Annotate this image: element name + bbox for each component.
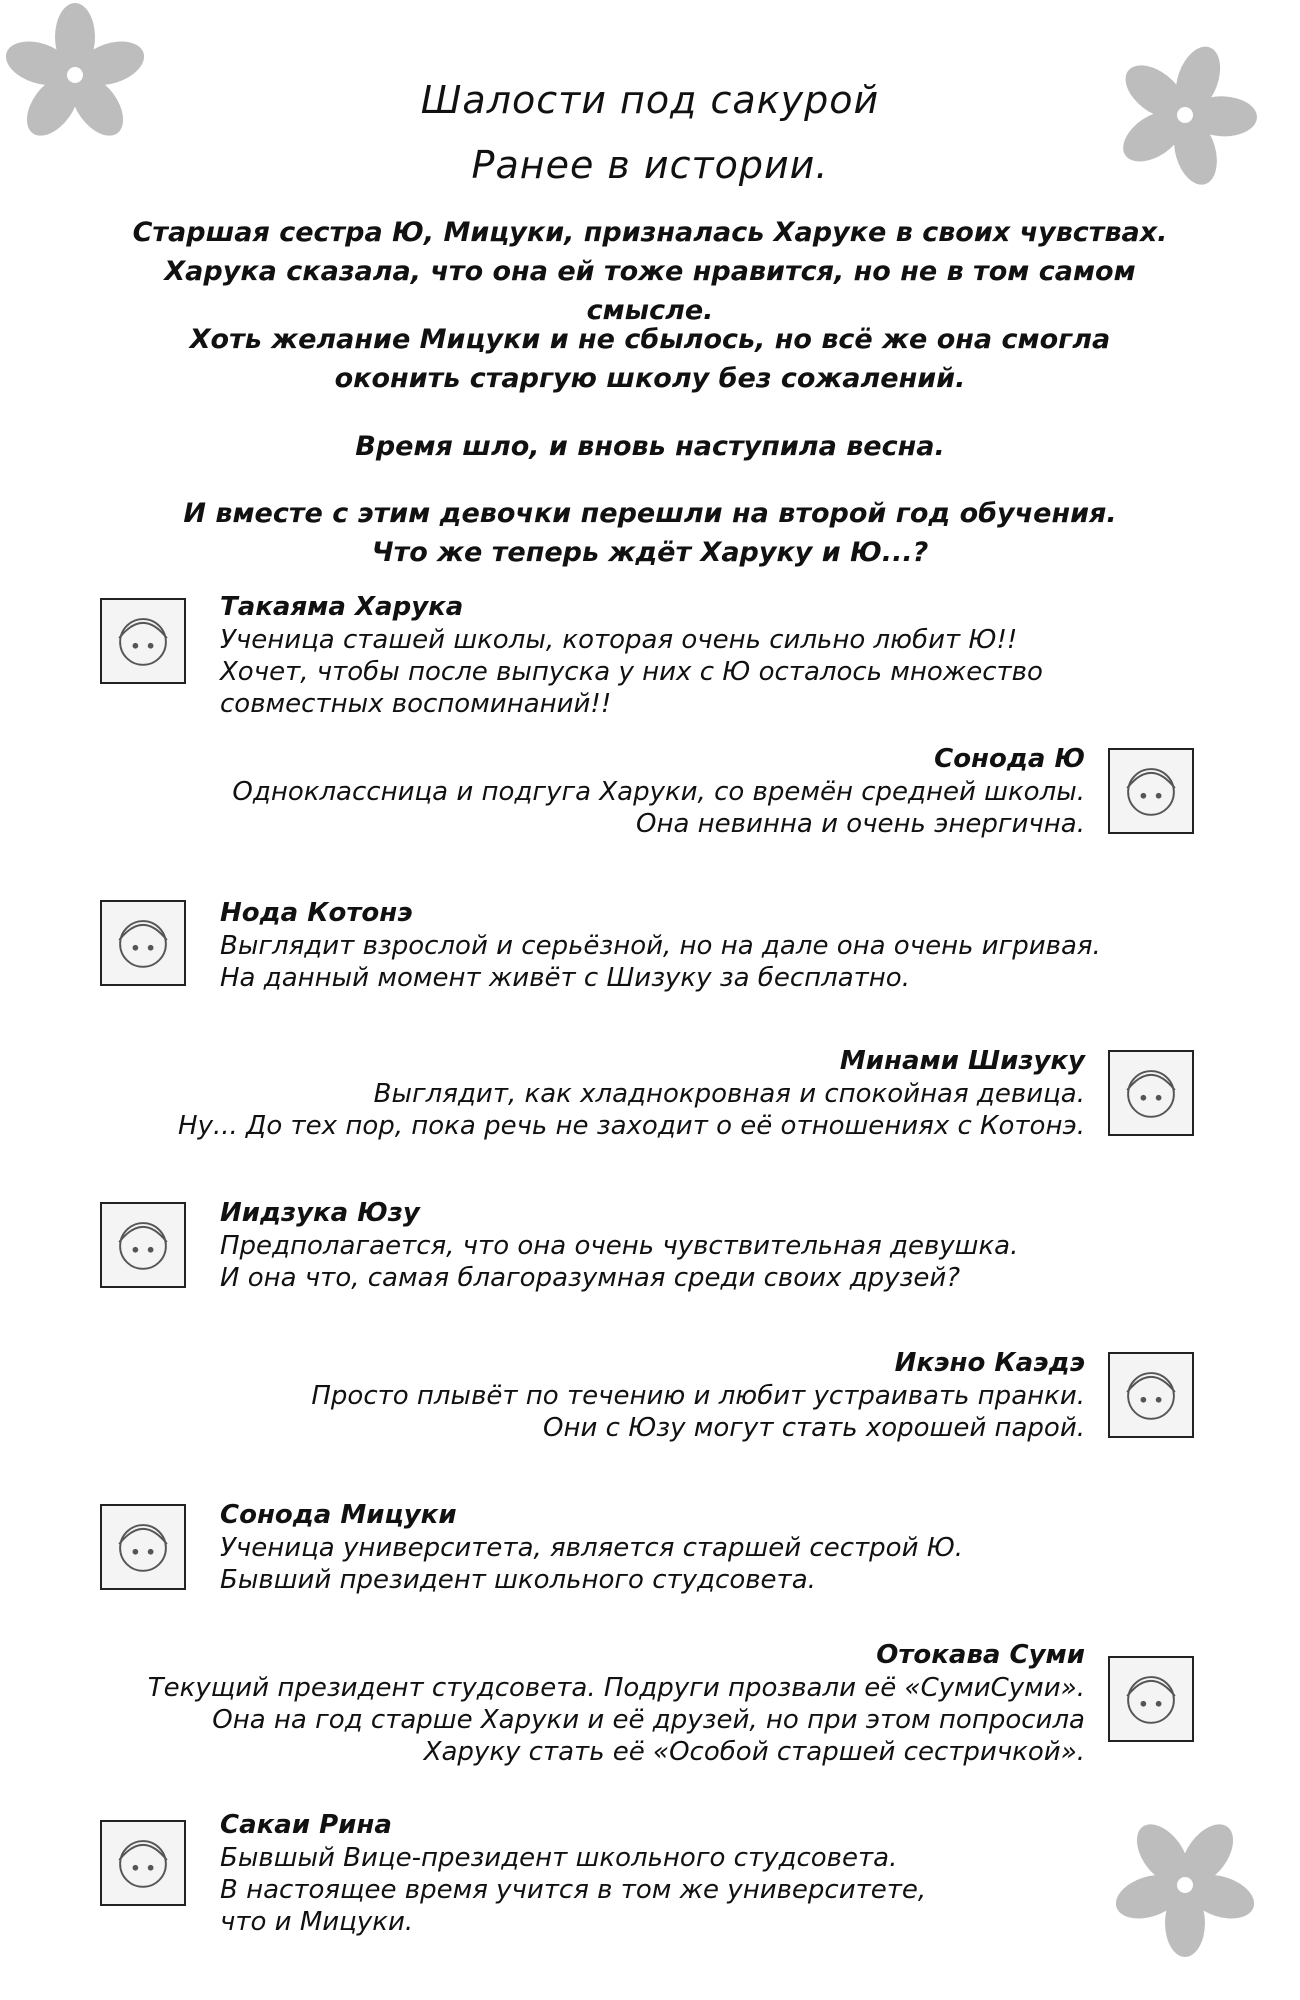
- sakura-flower-icon: [0, 0, 150, 150]
- character-entry: [125, 1044, 1085, 1142]
- character-name: Иидзука Юзу: [220, 1198, 420, 1228]
- character-description-line: Они с Юзу могут стать хорошей парой.: [543, 1413, 1085, 1443]
- character-entry: [220, 1196, 1120, 1294]
- character-entry: [125, 742, 1085, 840]
- intro-paragraph: [100, 213, 1200, 330]
- character-description-line: совместных воспоминаний!!: [220, 689, 612, 719]
- character-description-line: Выглядит взрослой и серьёзной, но на дале она очень игривая.: [220, 931, 1101, 961]
- character-name: Нода Котонэ: [220, 898, 413, 928]
- character-portrait: [1108, 1656, 1194, 1742]
- intro-line: Хоть желание Мицуки и не сбылось, но всё же она смогла: [189, 324, 1111, 355]
- character-description-line: И она что, самая благоразумная среди своих друзей?: [220, 1263, 961, 1293]
- intro-line: Харука сказала, что она ей тоже нравится, но не в том самом смысле.: [164, 256, 1136, 326]
- character-entry: [220, 896, 1120, 994]
- character-description-line: Выглядит, как хладнокровная и спокойная девица.: [373, 1079, 1085, 1109]
- character-name: Такаяма Харука: [220, 592, 464, 622]
- sakura-flower-icon: [1110, 1810, 1260, 1960]
- character-portrait: [1108, 1352, 1194, 1438]
- intro-line: Старшая сестра Ю, Мицуки, призналась Харуке в своих чувствах.: [132, 217, 1168, 248]
- character-description-line: На данный момент живёт с Шизуку за бесплатно.: [220, 963, 910, 993]
- character-description-line: Хочет, чтобы после выпуска у них с Ю осталось множество: [220, 657, 1043, 687]
- character-description-line: Ученица университета, является старшей сестрой Ю.: [220, 1533, 964, 1563]
- intro-line: И вместе с этим девочки перешли на второй год обучения.: [183, 498, 1117, 529]
- character-entry: [220, 1808, 1120, 1938]
- character-description-line: что и Мицуки.: [220, 1907, 414, 1937]
- page-title: Шалости под сакурой: [420, 78, 880, 122]
- character-name: Минами Шизуку: [839, 1046, 1085, 1076]
- character-description-line: Ученица сташей школы, которая очень сильно любит Ю!!: [220, 625, 1018, 655]
- intro-line: Время шло, и вновь наступила весна.: [355, 431, 945, 462]
- intro-paragraph: [100, 494, 1200, 572]
- intro-line: Что же теперь ждёт Харуку и Ю...?: [371, 537, 929, 568]
- character-entry: [220, 1498, 1120, 1596]
- character-name: Сонода Мицуки: [220, 1500, 457, 1530]
- character-portrait: [100, 1504, 186, 1590]
- character-entry: [125, 1346, 1085, 1444]
- character-portrait: [1108, 748, 1194, 834]
- intro-paragraph: [100, 320, 1200, 398]
- character-description-line: Текущий президент студсовета. Подруги прозвали её «СумиСуми».: [147, 1673, 1085, 1703]
- character-description-line: Ну... До тех пор, пока речь не заходит о её отношениях с Котонэ.: [178, 1111, 1085, 1141]
- character-name: Сакаи Рина: [220, 1810, 392, 1840]
- character-name: Сонода Ю: [934, 744, 1085, 774]
- character-portrait: [100, 598, 186, 684]
- character-name: Икэно Каэдэ: [894, 1348, 1085, 1378]
- character-description-line: Бывший президент школьного студсовета.: [220, 1565, 816, 1595]
- character-portrait: [100, 1820, 186, 1906]
- character-description-line: Бывшый Вице-президент школьного студсовета.: [220, 1843, 898, 1873]
- intro-line: оконить старгую школу без сожалений.: [334, 363, 966, 394]
- character-description-line: Просто плывёт по течению и любит устраивать пранки.: [311, 1381, 1085, 1411]
- character-description-line: Предполагается, что она очень чувствительная девушка.: [220, 1231, 1019, 1261]
- character-portrait: [100, 1202, 186, 1288]
- character-portrait: [100, 900, 186, 986]
- intro-paragraph: [100, 427, 1200, 466]
- character-portrait: [1108, 1050, 1194, 1136]
- character-description-line: Она на год старше Харуки и её друзей, но при этом попросила: [212, 1705, 1085, 1735]
- character-description-line: Одноклассница и подгуга Харуки, со времён средней школы.: [232, 777, 1085, 807]
- character-description-line: В настоящее время учится в том же университете,: [220, 1875, 927, 1905]
- page-subtitle: Ранее в истории.: [471, 143, 829, 187]
- character-name: Отокава Суми: [876, 1640, 1085, 1670]
- character-entry: [125, 1638, 1085, 1768]
- character-entry: [220, 590, 1120, 720]
- character-description-line: Харуку стать её «Особой старшей сестричкой».: [423, 1737, 1085, 1767]
- character-description-line: Она невинна и очень энергична.: [636, 809, 1085, 839]
